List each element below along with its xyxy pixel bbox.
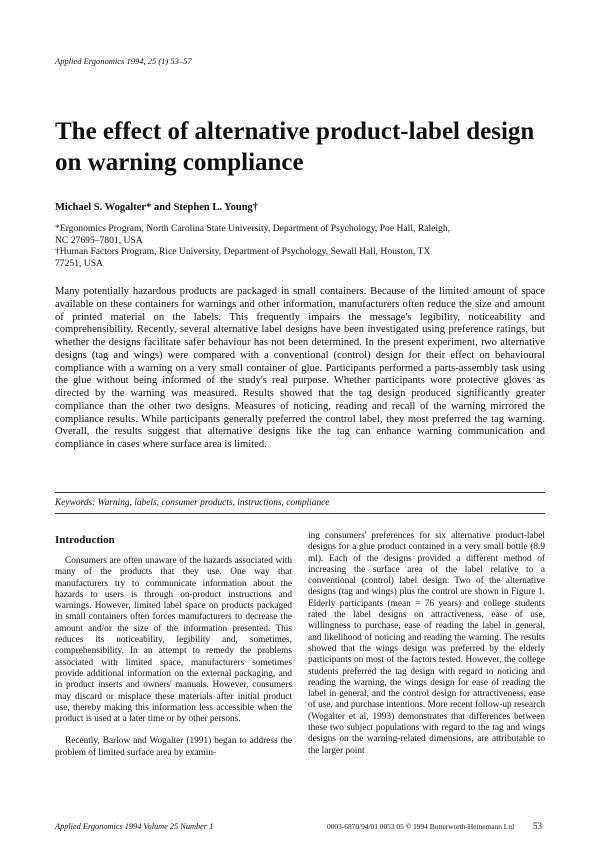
affiliation-2: †Human Factors Program, Rice University, Department of Psychology, Sewall Hall, Houston, TX 77251, USA [55,246,431,269]
author-list: Michael S. Wogalter* and Stephen L. Young† [55,202,259,213]
body-paragraph: Consumers are often unaware of the hazards associated with many of the products that they use. One way that manufacturers try to communicate information about the hazards to users is through on-product instructions and warnings. However, limited label space on products packaged in small containers often forces manufacturers to decrease the amount and/or the size of the information presented. This reduces its noticeability, legibility and, sometimes, comprehensibility. In an attempt to remedy the problems associated with limited space, manufacturers sometimes provide additional information on the external packaging, and in product inserts and owners' manuals. However, consumers may discard or misplace these materials after initial product use, thereby making this information less accessible when the product is used at a later time or by other persons. [55,556,292,725]
article-title: The effect of alternative product-label design on warning compliance [55,118,535,176]
body-paragraph: Recently, Barlow and Wogalter (1991) began to address the problem of limited surface area by examin- [55,736,292,758]
affiliations [55,223,455,269]
keywords: Keywords: Warning, labels, consumer products, instructions, compliance [55,498,330,508]
page-number: 53 [533,821,542,831]
keywords-divider [55,513,545,514]
journal-reference: Applied Ergonomics 1994, 25 (1) 53–57 [55,56,192,66]
abstract: Many potentially hazardous products are packaged in small containers. Because of the limited amount of space available on these containers for warnings and other information, manufacturers often reduce the size and amount of printed material on the labels. This frequently impairs the message's legibility, noticeability and comprehensibility. Recently, several alternative label designs have been investigated using preference ratings, but whether the designs facilitate safer behaviour has not been determined. In the present experiment, two alternative designs (tag and wings) were compared with a conventional (control) design for their effect on behavioural compliance with a warning on a very small container of glue. Participants performed a parts-assembly task using the glue without being informed of the study's real purpose. Whether participants wore protective gloves as directed by the warning was measured. Results showed that the tag design produced significantly greater compliance than the other two designs. Measures of noticing, reading and recall of the warning mirrored the compliance results. While participants generally preferred the control label, they most preferred the tag warning. Overall, the results suggest that alternative designs like the tag can enhance warning communication and compliance in cases where surface area is limited. [55,286,545,450]
footer-copyright: 0003-6870/94/01 0053 05 © 1994 Butterworth-Heinemann Ltd [327,822,515,831]
body-column-left [55,556,292,759]
abstract-divider [55,492,545,493]
footer-journal: Applied Ergonomics 1994 Volume 25 Number 1 [55,822,214,831]
body-column-right: ing consumers' preferences for six alternative product-label designs for a glue product contained in a very small bottle (8.9 ml). Each of the designs provided a different method of increasing the surface area of the label relative to a conventional (control) label design. Two of the alternative designs (tag and wings) plus the control are shown in Figure 1. Elderly participants (mean = 76 years) and college students rated the label designs on attractiveness, ease of use, willingness to purchase, ease of reading the label in general, and likelihood of noticing and reading the warning. The results showed that the wings design was preferred by the elderly participants on most of the factors tested. However, the college students preferred the tag design with regard to noticing and reading the warning, the wings design for ease of reading the label in general, and the control design for attractiveness, ease of use, and purchase intentions. More recent follow-up research (Wogalter et al, 1993) demonstrates that differences between these two subject populations with regard to the tag and wings designs on the warning-related dimensions, are attributable to the larger point [308,531,545,756]
affiliation-1: *Ergonomics Program, North Carolina State University, Department of Psychology, Poe Hall, Raleigh, NC 27695–7801, USA [55,223,451,246]
section-heading-introduction: Introduction [55,534,115,546]
